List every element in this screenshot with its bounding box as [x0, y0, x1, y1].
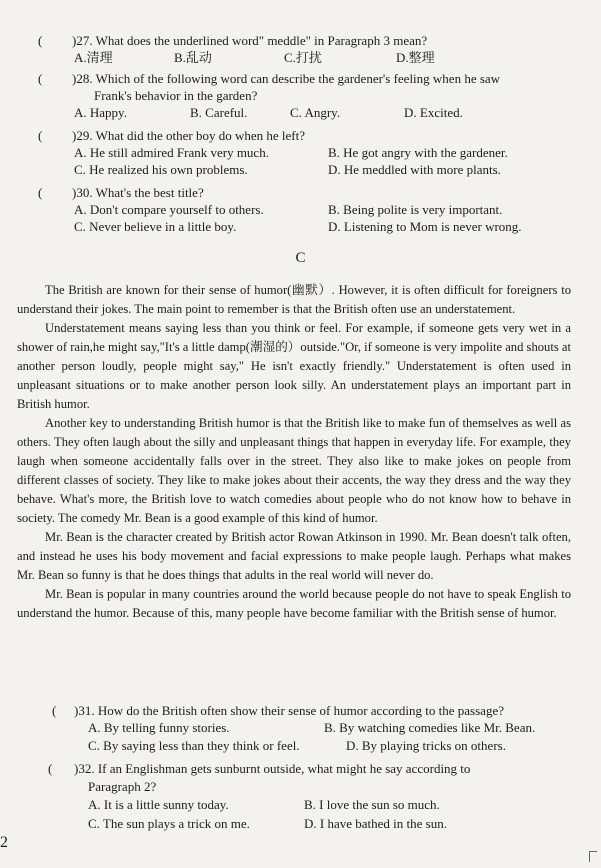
question-stem: )32. If an Englishman gets sunburnt outside, what might he say according to — [74, 761, 471, 776]
option-a[interactable]: A. He still admired Frank very much. — [74, 145, 269, 160]
option-b[interactable]: B. Being polite is very important. — [328, 202, 503, 217]
question-29 — [38, 127, 579, 178]
question-stem-continued: Frank's behavior in the garden? — [94, 88, 258, 103]
page-number-mark: 2 — [0, 834, 8, 851]
passage-paragraph-5: Mr. Bean is popular in many countries around the world because people do not have to speak English to understand the humor. Because of this, many people have become familiar with the British sense of humor. — [17, 587, 571, 620]
option-b[interactable]: B. Careful. — [190, 105, 248, 120]
passage-paragraph-2: Understatement means saying less than you think or feel. For example, if someone gets very wet in a shower of rain,he might say,"It's a little damp(潮湿的）outside."Or, if someone is very impolite and shouts at another person loudly, people might say," He isn't exactly friendly." Understatement is often used in unpleasant situations or to make another person look silly. An understatement plays an important part in British humor. — [17, 321, 571, 411]
answer-bracket[interactable]: ( — [38, 185, 43, 200]
option-d[interactable]: D. Listening to Mom is never wrong. — [328, 219, 522, 234]
question-stem: )30. What's the best title? — [72, 185, 204, 200]
option-b[interactable]: B. By watching comedies like Mr. Bean. — [324, 720, 536, 735]
answer-bracket[interactable]: ( — [38, 128, 43, 143]
passage-paragraph-1: The British are known for their sense of humor(幽默）. However, it is often difficult for foreigners to understand their jokes. The main point to remember is that the British often use an understatement. — [17, 283, 571, 316]
section-heading: C — [295, 250, 306, 266]
option-d[interactable]: D. He meddled with more plants. — [328, 162, 501, 177]
question-28 — [38, 70, 579, 121]
option-a[interactable]: A. By telling funny stories. — [88, 720, 230, 735]
question-stem-continued: Paragraph 2? — [88, 779, 157, 794]
answer-bracket[interactable]: ( — [52, 703, 57, 718]
answer-bracket[interactable]: ( — [48, 761, 53, 776]
question-30 — [38, 184, 579, 235]
option-a[interactable]: A. Don't compare yourself to others. — [74, 202, 264, 217]
option-a[interactable]: A. Happy. — [74, 105, 127, 120]
question-stem: )27. What does the underlined word" meddle" in Paragraph 3 mean? — [72, 33, 428, 48]
option-d[interactable]: D. Excited. — [404, 105, 463, 120]
question-stem: )28. Which of the following word can describe the gardener's feeling when he saw — [72, 71, 501, 86]
option-c[interactable]: C. He realized his own problems. — [74, 162, 248, 177]
option-a[interactable]: A. It is a little sunny today. — [88, 797, 229, 812]
answer-bracket[interactable]: ( — [38, 71, 43, 86]
option-c[interactable]: C. By saying less than they think or feel. — [88, 738, 300, 753]
question-31 — [52, 702, 579, 755]
option-b[interactable]: B. I love the sun so much. — [304, 797, 440, 812]
passage-paragraph-3: Another key to understanding British humor is that the British like to make fun of themselves as well as others. They often laugh about the silly and unpleasant things that happen in everyday life. For example, they laugh when someone accidentally falls over in the street. They also like to make jokes on people from different classes of society. They like to make jokes about their accents, the way they dress and the way they behave. What's more, the British love to watch comedies about people who do not know how to behave in society. The comedy Mr. Bean is a good example of this kind of humor. — [17, 416, 571, 525]
option-c[interactable]: C. The sun plays a trick on me. — [88, 816, 250, 831]
option-d[interactable]: D.整理 — [396, 50, 435, 65]
crop-corner-mark — [589, 851, 597, 862]
option-d[interactable]: D. I have bathed in the sun. — [304, 816, 447, 831]
reading-passage — [17, 281, 571, 623]
question-stem: )31. How do the British often show their sense of humor according to the passage? — [74, 703, 504, 718]
option-b[interactable]: B.乱动 — [174, 50, 212, 65]
option-d[interactable]: D. By playing tricks on others. — [346, 738, 506, 753]
passage-paragraph-4: Mr. Bean is the character created by British actor Rowan Atkinson in 1990. Mr. Bean doesn't talk often, and instead he uses his body movement and facial expressions to make people laugh. Perhaps what makes Mr. Bean so funny is that he does things that adults in the real world will never do. — [17, 530, 571, 582]
question-stem: )29. What did the other boy do when he left? — [72, 128, 305, 143]
option-b[interactable]: B. He got angry with the gardener. — [328, 145, 508, 160]
option-c[interactable]: C. Never believe in a little boy. — [74, 219, 237, 234]
answer-bracket[interactable]: ( — [38, 33, 43, 48]
question-32 — [48, 760, 579, 834]
question-27 — [38, 32, 579, 66]
option-c[interactable]: C.打扰 — [284, 50, 322, 65]
option-c[interactable]: C. Angry. — [290, 105, 341, 120]
option-a[interactable]: A.清理 — [74, 50, 113, 65]
